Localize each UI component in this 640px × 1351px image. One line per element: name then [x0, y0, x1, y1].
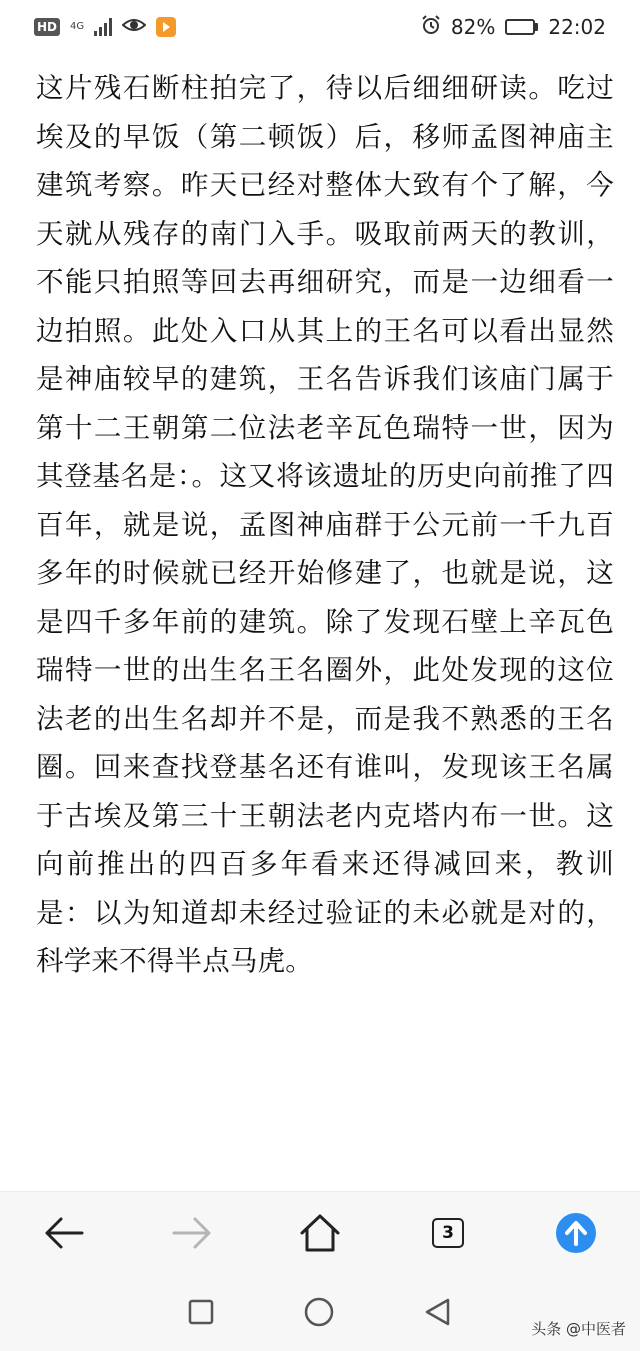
article-paragraph: 这片残石断柱拍完了，待以后细细研读。吃过埃及的早饭（第二顿饭）后，移师孟图神庙主建筑考察。昨天已经对整体大致有个了解，今天就从残存的南门入手。吸取前两天的教训，不能只拍照等回去再细研究，而是一边细看一边拍照。此处入口从其上的王名可以看出显然是神庙较早的建筑，王名告诉我们该庙门属于第十二王朝第二位法老辛瓦色瑞特一世，因为其登基名是：。这又将该遗址的历史向前推了四百年，就是说，孟图神庙群于公元前一千九百多年的时候就已经开始修建了，也就是说，这是四千多年前的建筑。除了发现石壁上辛瓦色瑞特一世的出生名王名圈外，此处发现的这位法老的出生名却并不是，而是我不熟悉的王名圈。回来查找登基名还有谁叫，发现该王名属于古埃及第三十王朝法老内克塔内布一世。这向前推出的四百多年看来还得减回来，教训是：以为知道却未经过验证的未必就是对的，科学来不得半点马虎。 [36, 72, 614, 977]
battery-icon [505, 19, 538, 35]
watermark: 头条 @中医者 [531, 1320, 626, 1338]
hd-badge: HD [34, 18, 60, 36]
clock: 22:02 [548, 15, 606, 39]
signal-icon [94, 18, 112, 36]
home-circle-icon[interactable] [303, 1296, 335, 1328]
home-button[interactable] [288, 1201, 352, 1265]
scroll-to-top-button[interactable] [544, 1201, 608, 1265]
system-nav-bar [0, 1273, 640, 1351]
alarm-icon [421, 15, 441, 40]
tab-switcher-icon: 3 [432, 1218, 464, 1248]
back-triangle-icon[interactable] [423, 1297, 453, 1327]
tab-switcher-button[interactable] [416, 1201, 480, 1265]
network-type-label: 4G [70, 21, 85, 32]
recents-square-icon[interactable] [187, 1298, 215, 1326]
battery-percent: 82% [450, 15, 496, 39]
forward-arrow-icon [172, 1216, 212, 1250]
forward-button[interactable] [160, 1201, 224, 1265]
status-bar-left [34, 15, 176, 39]
status-bar [0, 0, 640, 54]
status-bar-right [421, 15, 606, 40]
app-notification-icon [156, 17, 176, 37]
home-icon [299, 1213, 341, 1253]
back-button[interactable] [32, 1201, 96, 1265]
eye-icon [122, 15, 146, 39]
back-arrow-icon [44, 1216, 84, 1250]
browser-toolbar [0, 1191, 640, 1274]
article-body [36, 64, 614, 986]
scroll-to-top-icon [554, 1211, 598, 1255]
